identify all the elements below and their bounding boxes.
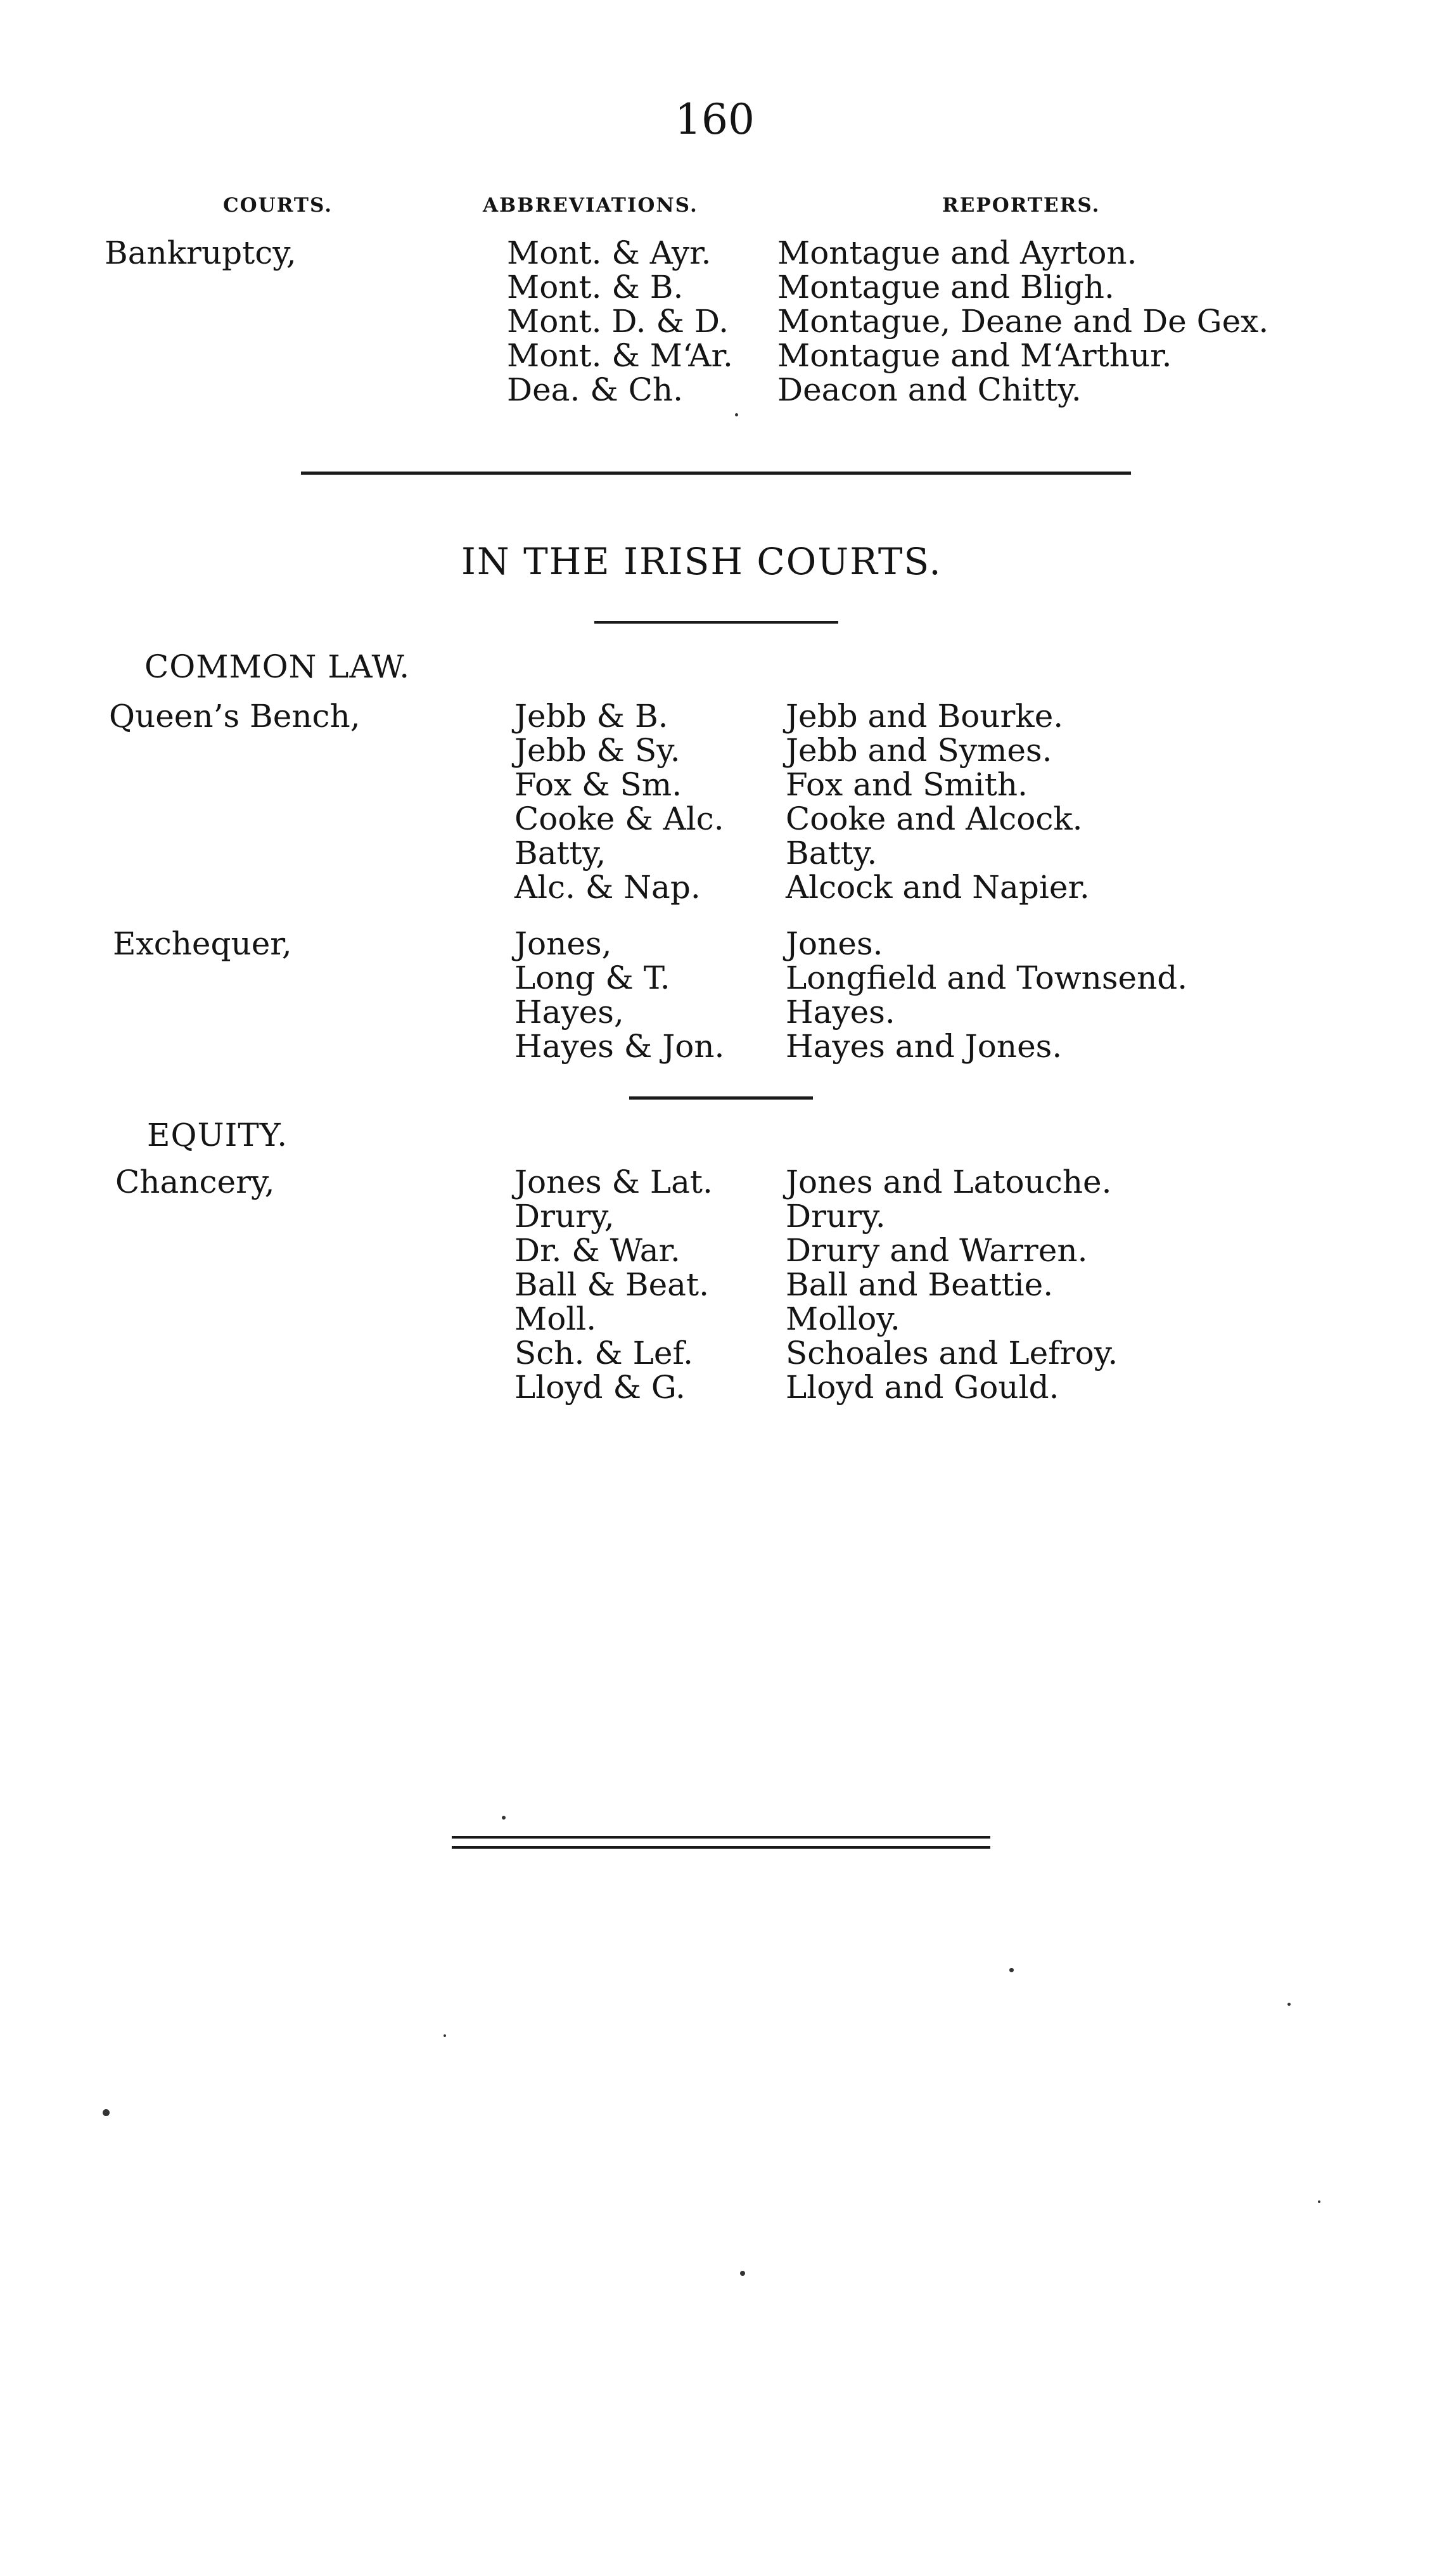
abbreviation-entry: Jones & Lat. <box>514 1164 713 1200</box>
scan-speck <box>1287 2003 1291 2006</box>
exchequer-reporters <box>786 927 1187 1063</box>
end-double-rule-top <box>452 1836 990 1839</box>
abbreviation-entry: Ball & Beat. <box>514 1266 709 1303</box>
court-name-bankruptcy: Bankruptcy, <box>105 234 297 271</box>
reporter-entry: Montague and Ayrton. <box>777 234 1137 271</box>
column-header-abbreviations: ABBREVIATIONS. <box>483 194 698 217</box>
abbreviation-entry: Jones, <box>514 925 612 962</box>
abbreviation-entry: Drury, <box>514 1198 615 1235</box>
reporter-entry: Hayes and Jones. <box>786 1028 1063 1065</box>
scan-speck <box>1318 2200 1320 2203</box>
abbreviation-entry: Mont. D. & D. <box>507 303 729 340</box>
reporter-entry: Hayes. <box>786 994 895 1031</box>
abbreviation-entry: Lloyd & G. <box>514 1369 686 1406</box>
abbreviation-entry: Batty, <box>514 835 606 871</box>
abbreviation-entry: Dr. & War. <box>514 1232 680 1269</box>
court-name-chancery: Chancery, <box>115 1164 275 1200</box>
scan-speck <box>735 413 738 416</box>
subheading-equity: EQUITY. <box>147 1117 288 1153</box>
chancery-abbreviations <box>514 1165 713 1404</box>
abbreviation-entry: Hayes & Jon. <box>514 1028 725 1065</box>
reporter-entry: Montague and Bligh. <box>777 269 1114 305</box>
abbreviation-entry: Dea. & Ch. <box>507 371 684 408</box>
column-header-courts: COURTS. <box>223 194 333 217</box>
queens-bench-reporters <box>786 699 1090 904</box>
abbreviation-entry: Fox & Sm. <box>514 766 682 803</box>
column-header-reporters: REPORTERS. <box>942 194 1101 217</box>
reporter-entry: Jebb and Bourke. <box>786 698 1064 735</box>
subheading-common-law: COMMON LAW. <box>144 648 411 685</box>
reporter-entry: Longfield and Townsend. <box>786 960 1188 996</box>
scan-speck <box>103 2109 110 2116</box>
scan-speck <box>1009 1968 1014 1972</box>
bankruptcy-abbreviations <box>507 236 733 407</box>
abbreviation-entry: Sch. & Lef. <box>514 1335 694 1371</box>
subsection-divider-rule <box>629 1096 813 1100</box>
bankruptcy-reporters <box>777 236 1268 407</box>
reporter-entry: Deacon and Chitty. <box>777 371 1082 408</box>
section-divider-rule <box>301 472 1131 475</box>
reporter-entry: Lloyd and Gould. <box>786 1369 1059 1406</box>
abbreviation-entry: Mont. & B. <box>507 269 684 305</box>
reporter-entry: Drury and Warren. <box>786 1232 1088 1269</box>
chancery-reporters <box>786 1165 1118 1404</box>
queens-bench-abbreviations <box>514 699 724 904</box>
scan-speck <box>444 2034 446 2037</box>
reporter-entry: Schoales and Lefroy. <box>786 1335 1118 1371</box>
abbreviation-entry: Jebb & Sy. <box>514 732 680 769</box>
reporter-entry: Jones and Latouche. <box>786 1164 1112 1200</box>
section-heading-irish-courts: IN THE IRISH COURTS. <box>461 540 942 583</box>
exchequer-abbreviations <box>514 927 724 1063</box>
reporter-entry: Jebb and Symes. <box>786 732 1052 769</box>
abbreviation-entry: Mont. & Ayr. <box>507 234 712 271</box>
reporter-entry: Drury. <box>786 1198 886 1235</box>
abbreviation-entry: Hayes, <box>514 994 624 1031</box>
reporter-entry: Cooke and Alcock. <box>786 800 1083 837</box>
abbreviation-entry: Alc. & Nap. <box>514 869 701 906</box>
reporter-entry: Batty. <box>786 835 878 871</box>
reporter-entry: Fox and Smith. <box>786 766 1028 803</box>
reporter-entry: Montague and M‘Arthur. <box>777 337 1172 374</box>
reporter-entry: Alcock and Napier. <box>786 869 1090 906</box>
scan-speck <box>502 1816 506 1820</box>
heading-underline-rule <box>594 621 838 624</box>
scan-speck <box>740 2271 745 2276</box>
abbreviation-entry: Cooke & Alc. <box>514 800 724 837</box>
court-name-exchequer: Exchequer, <box>113 925 292 962</box>
court-name-queens-bench: Queen’s Bench, <box>109 698 361 735</box>
reporter-entry: Ball and Beattie. <box>786 1266 1054 1303</box>
reporter-entry: Montague, Deane and De Gex. <box>777 303 1269 340</box>
abbreviation-entry: Long & T. <box>514 960 670 996</box>
reporter-entry: Molloy. <box>786 1300 900 1337</box>
end-double-rule-bottom <box>452 1846 990 1849</box>
reporter-entry: Jones. <box>786 925 883 962</box>
page-number: 160 <box>675 95 755 144</box>
abbreviation-entry: Jebb & B. <box>514 698 668 735</box>
abbreviation-entry: Moll. <box>514 1300 597 1337</box>
abbreviation-entry: Mont. & M‘Ar. <box>507 337 733 374</box>
